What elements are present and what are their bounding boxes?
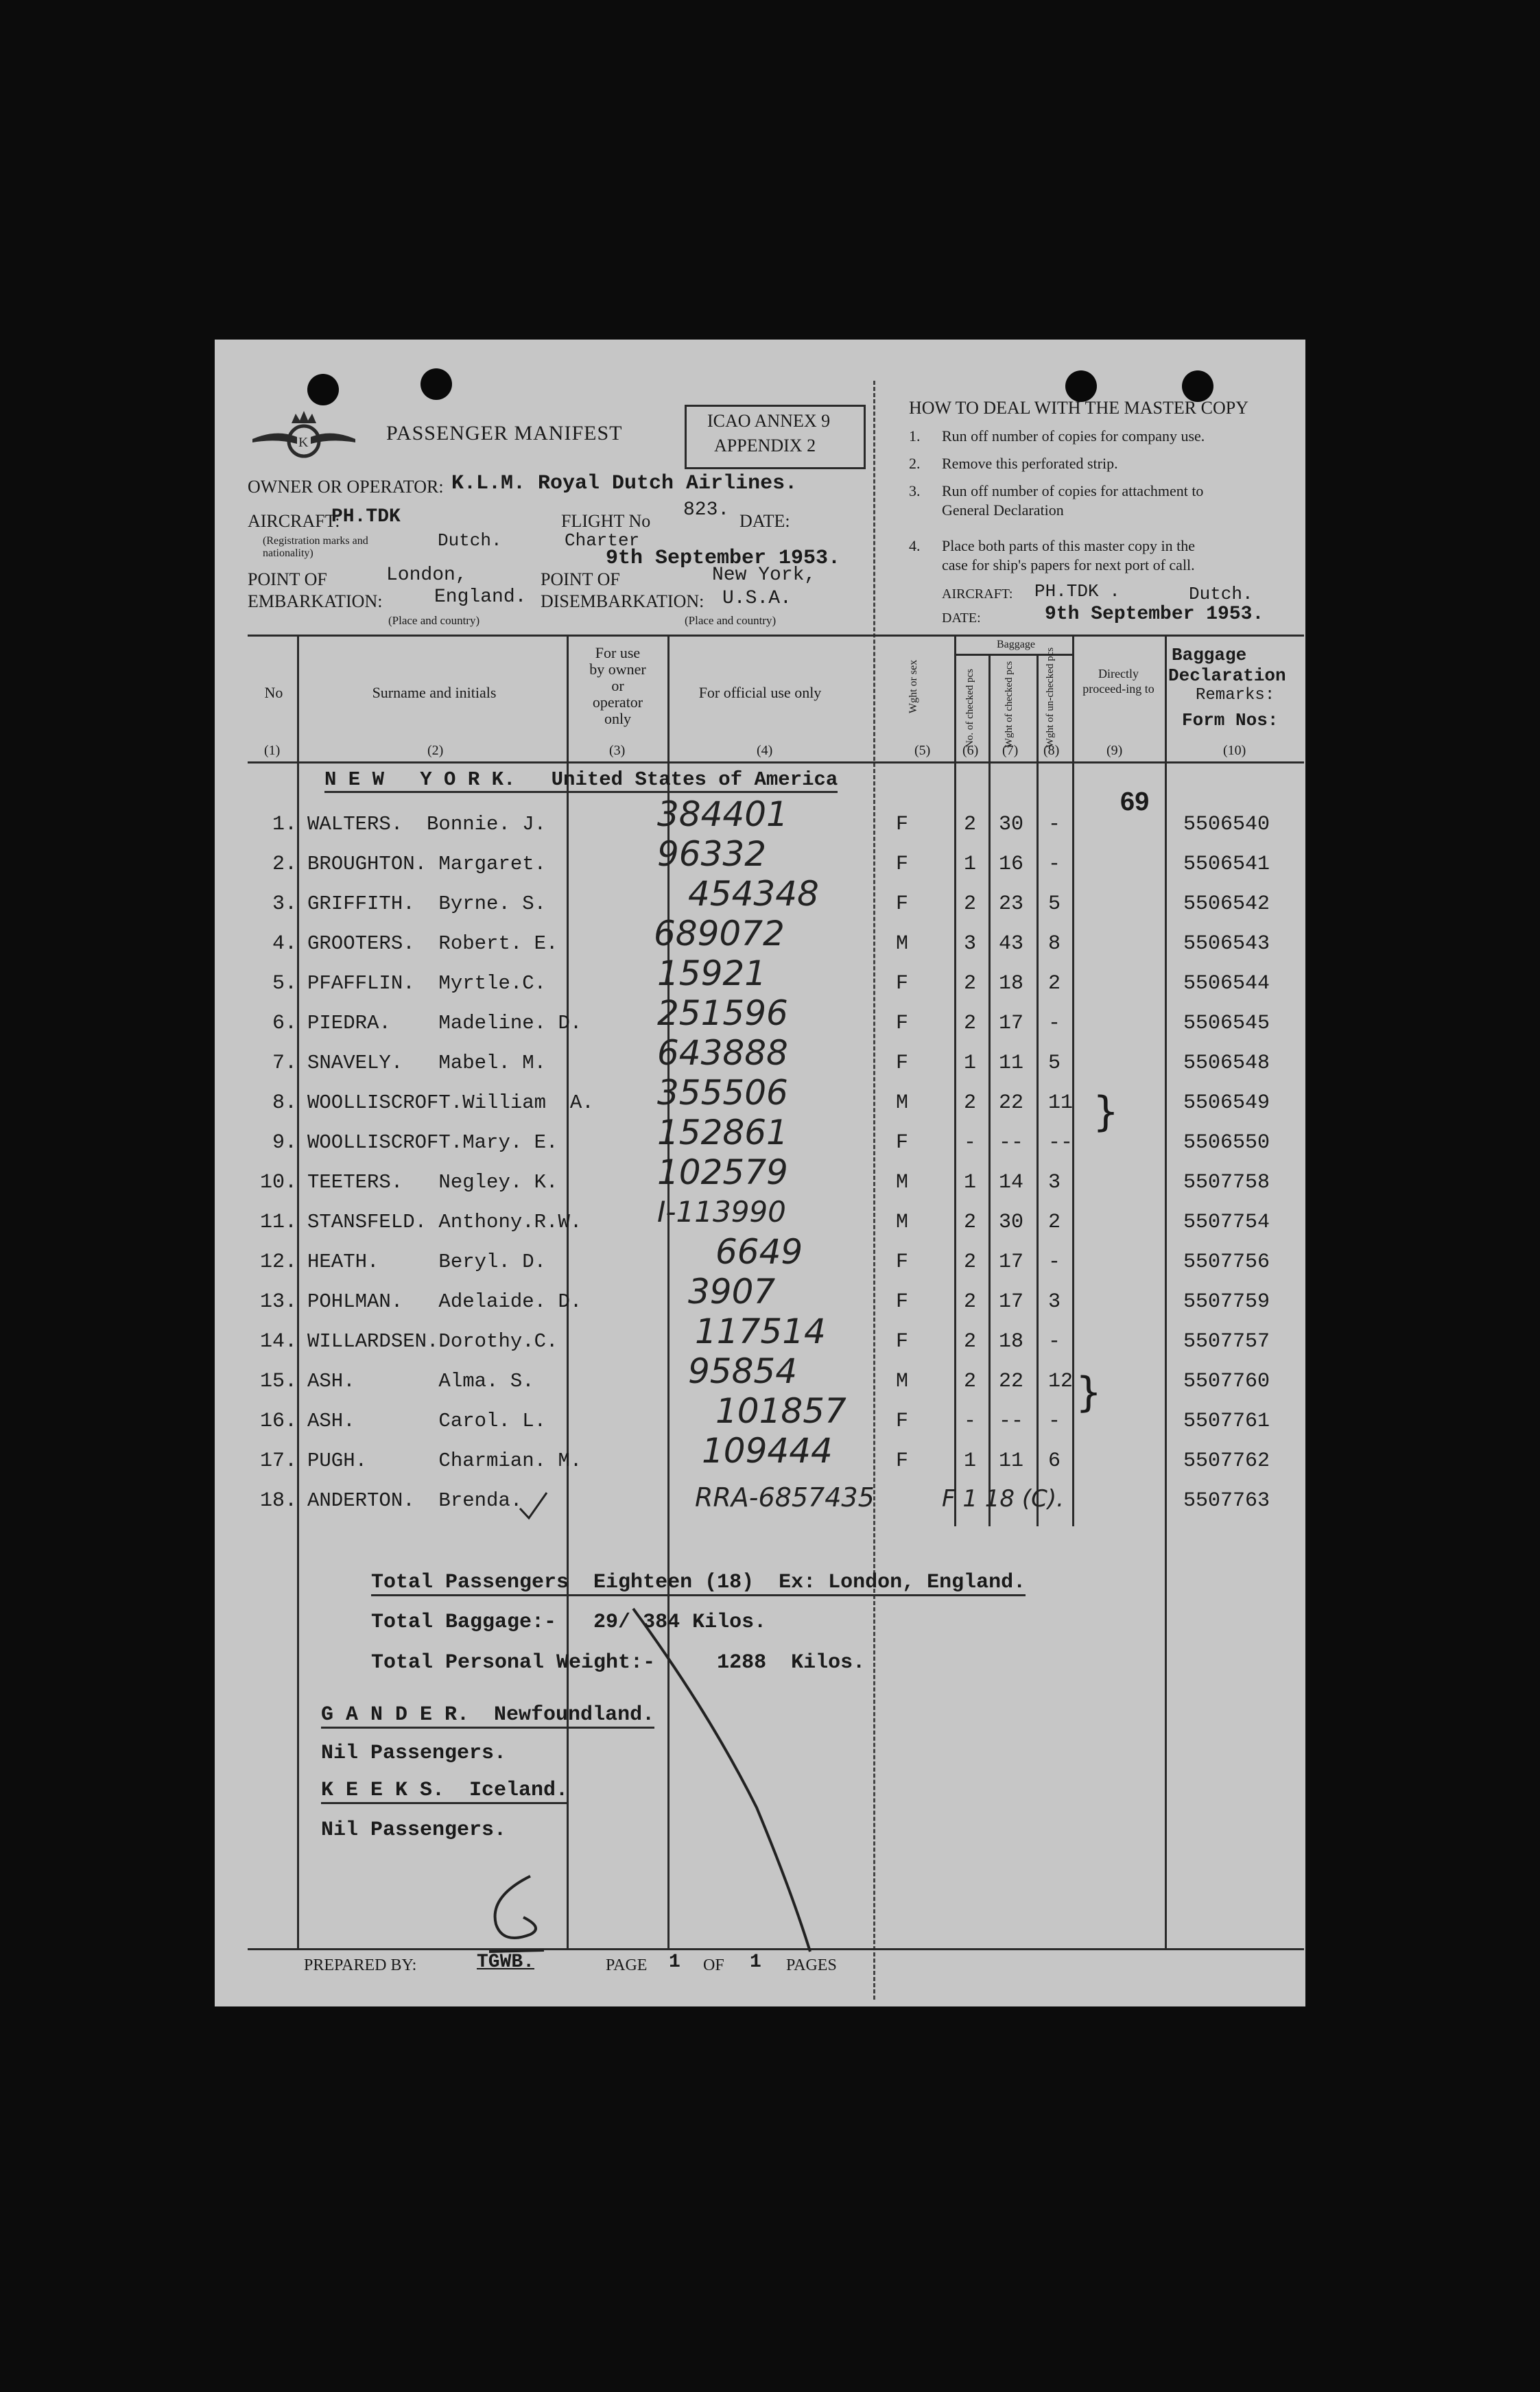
instructions-title: HOW TO DEAL WITH THE MASTER COPY (909, 398, 1248, 418)
row-sex: F (896, 1251, 909, 1274)
instruction-num: 1. (909, 427, 921, 445)
row-form: 5506549 (1183, 1091, 1270, 1115)
row-sex: F (896, 1131, 909, 1154)
disembark-label-2: DISEMBARKATION: (541, 591, 704, 611)
row-no: 7. (272, 1052, 297, 1075)
row-weight: 22 (999, 1370, 1024, 1393)
row-official: 102579 (657, 1152, 788, 1192)
row-pcs: 1 (964, 1449, 977, 1473)
col-remarks: Remarks: (1196, 686, 1275, 704)
row-official: 109444 (702, 1431, 833, 1471)
row-pcs: 2 (964, 1012, 977, 1035)
row-official: 384401 (657, 794, 788, 834)
row-excess: - (1048, 1410, 1061, 1433)
row-sex: M (896, 1211, 909, 1234)
row-sex: M (896, 1171, 909, 1194)
row-weight: 17 (999, 1251, 1024, 1274)
instr-date-value: 9th September 1953. (1045, 604, 1264, 625)
row-name: POHLMAN. Adelaide. D. (307, 1290, 582, 1313)
row-no: 14. (259, 1330, 297, 1353)
row-no: 16. (259, 1410, 297, 1433)
row-form: 5507761 (1183, 1410, 1270, 1433)
row-no: 12. (259, 1251, 297, 1274)
row-no: 17. (259, 1449, 297, 1473)
row-name: PFAFFLIN. Myrtle.C. (307, 972, 547, 995)
row-official: 152861 (657, 1113, 788, 1152)
row-no: 6. (272, 1012, 297, 1035)
row-form: 5506545 (1183, 1012, 1270, 1035)
date-label: DATE: (739, 511, 790, 531)
page-num: 1 (669, 1952, 680, 1973)
table-top-rule (248, 635, 1304, 637)
row-pcs: - (964, 1131, 977, 1154)
row-weight: 17 (999, 1012, 1024, 1035)
instr-aircraft-value: PH.TDK . (1034, 581, 1120, 602)
signature-scribble (475, 1869, 551, 1965)
instruction-text: Run off number of copies for attachment to (942, 482, 1204, 499)
row-no: 8. (272, 1091, 297, 1115)
of-num: 1 (750, 1952, 761, 1973)
instruction-text: Remove this perforated strip. (942, 455, 1118, 472)
row-excess: 3 (1048, 1290, 1061, 1314)
row-excess: 8 (1048, 932, 1061, 956)
place-note: (Place and country) (388, 614, 480, 627)
embark-value-1: London, (386, 565, 467, 586)
row-weight: 22 (999, 1091, 1024, 1115)
row-no: 9. (272, 1131, 297, 1154)
col-pieces: No. of checked pcs (964, 669, 975, 748)
prepared-by-value: TGWB. (477, 1952, 535, 1973)
row-pcs: 1 (964, 1052, 977, 1075)
row-pcs: - (964, 1410, 977, 1433)
col-name: Surname and initials (372, 684, 497, 701)
row-name: WOOLLISCROFT.Mary. E. (307, 1131, 558, 1154)
col-bag-decl-2: Declaration (1168, 665, 1286, 686)
instruction-text: Run off number of copies for company use. (942, 427, 1205, 445)
flight-value: 823. (683, 499, 730, 521)
row-sex: M (896, 1370, 909, 1393)
row-pcs: 2 (964, 1290, 977, 1314)
keeks-nil: Nil Passengers. (321, 1819, 507, 1842)
row-sex: F (896, 1052, 909, 1075)
row-form: 5507763 (1183, 1489, 1270, 1513)
klm-crown-logo (249, 408, 359, 463)
row-name: ANDERTON. Brenda. (307, 1489, 523, 1512)
gander-nil: Nil Passengers. (321, 1742, 507, 1765)
row-sex: F (896, 1410, 909, 1433)
row-pcs: 1 (964, 853, 977, 876)
row-official: 95854 (688, 1351, 798, 1391)
row-name: TEETERS. Negley. K. (307, 1171, 558, 1194)
row-18-extra: F 1 18 (C). (942, 1485, 1064, 1513)
section-new-york: N E W Y O R K. United States of America (324, 768, 838, 793)
col-owner-use-2: by owner (589, 661, 646, 678)
row-weight: 30 (999, 813, 1024, 836)
total-passengers: Total Passengers Eighteen (18) Ex: London, England. (371, 1571, 1026, 1596)
row-weight: 11 (999, 1052, 1024, 1075)
row-official: 251596 (657, 993, 788, 1033)
row-no: 11. (259, 1211, 297, 1234)
disembark-value-1: New York, (712, 565, 816, 586)
aircraft-value: PH.TDK (331, 506, 401, 528)
row-pcs: 2 (964, 972, 977, 995)
row-official: 6649 (715, 1232, 803, 1272)
col-sex: Wght or sex (908, 659, 919, 713)
col-index: (10) (1223, 743, 1246, 758)
col-index: (3) (609, 743, 626, 758)
col-owner-use-4: operator (592, 694, 643, 711)
owner-label: OWNER OR OPERATOR: (248, 477, 444, 497)
col-index: (8) (1043, 743, 1060, 758)
row-no: 3. (272, 892, 297, 916)
row-official: I-113990 (657, 1195, 786, 1229)
row-name: WILLARDSEN.Dorothy.C. (307, 1330, 558, 1353)
row-weight: 30 (999, 1211, 1024, 1234)
row-pcs: 2 (964, 1091, 977, 1115)
instruction-num: 2. (909, 455, 921, 472)
annex-box (685, 405, 866, 469)
row-official: 15921 (657, 954, 767, 993)
row-sex: F (896, 972, 909, 995)
instruction-num: 4. (909, 537, 921, 554)
instr-date-label: DATE: (942, 611, 981, 626)
row-no: 1. (272, 813, 297, 836)
row-name: ASH. Alma. S. (307, 1370, 534, 1393)
instr-aircraft-nat: Dutch. (1189, 584, 1253, 604)
row-official: 643888 (657, 1033, 788, 1073)
gander-title: G A N D E R. Newfoundland. (321, 1703, 654, 1729)
total-personal-weight: Total Personal Weight:- 1288 Kilos. (371, 1651, 866, 1674)
col-index: (9) (1106, 743, 1123, 758)
row-excess: 2 (1048, 1211, 1061, 1234)
row-sex: F (896, 1449, 909, 1473)
charter-value: Charter (565, 530, 640, 551)
row-name: PIEDRA. Madeline. D. (307, 1012, 582, 1034)
col-owner-use-5: only (604, 710, 632, 727)
col-bag-decl-1: Baggage (1172, 645, 1247, 665)
manifest-title: PASSENGER MANIFEST (386, 422, 623, 445)
row-official: RRA-6857435 (695, 1482, 875, 1513)
punch-hole (307, 374, 339, 405)
col-owner-use-3: or (611, 677, 624, 694)
owner-value: K.L.M. Royal Dutch Airlines. (451, 472, 798, 495)
row-no: 10. (259, 1171, 297, 1194)
row-no: 18. (259, 1489, 297, 1513)
row-sex: F (896, 1330, 909, 1353)
strike-line (626, 1602, 818, 1958)
row-form: 5506540 (1183, 813, 1270, 836)
row-no: 5. (272, 972, 297, 995)
date-value: 9th September 1953. (606, 547, 841, 570)
row-weight: 14 (999, 1171, 1024, 1194)
row-form: 5507760 (1183, 1370, 1270, 1393)
col-index: (6) (962, 743, 979, 758)
row-name: ASH. Carol. L. (307, 1410, 547, 1432)
row-excess: 12 (1048, 1370, 1074, 1393)
row-sex: M (896, 932, 909, 956)
col-official: For official use only (698, 684, 822, 701)
row-official: 3907 (688, 1272, 776, 1312)
row-pcs: 2 (964, 813, 977, 836)
annex-line-1: ICAO ANNEX 9 (707, 411, 831, 431)
col-no: No (264, 684, 283, 701)
row-excess: - (1048, 1251, 1061, 1274)
table-row (215, 1482, 1305, 1529)
col-index: (5) (914, 743, 931, 758)
place-note-2: (Place and country) (685, 614, 777, 627)
row-form: 5506542 (1183, 892, 1270, 916)
col-excess: Wght of un-checked pcs (1045, 647, 1056, 748)
row-weight: 17 (999, 1290, 1024, 1314)
table-header-rule (248, 761, 1304, 763)
row-form: 5506550 (1183, 1131, 1270, 1154)
embark-label-1: POINT OF (248, 569, 327, 589)
embark-label-2: EMBARKATION: (248, 591, 383, 611)
row-pcs: 2 (964, 1330, 977, 1353)
row-sex: F (896, 853, 909, 876)
row-sex: F (896, 1012, 909, 1035)
col-index: (7) (1002, 743, 1019, 758)
col-index: (1) (264, 743, 281, 758)
row-sex: F (896, 892, 909, 916)
row-official: 101857 (715, 1391, 846, 1431)
row-excess: 3 (1048, 1171, 1061, 1194)
annex-line-2: APPENDIX 2 (714, 436, 816, 455)
col-directly: Directly proceed-ing to (1082, 667, 1154, 696)
row-weight: 16 (999, 853, 1024, 876)
row-name: SNAVELY. Mabel. M. (307, 1052, 547, 1074)
row-excess: 11 (1048, 1091, 1074, 1115)
col-weight: Wght of checked pcs (1004, 661, 1015, 748)
bracket-mark: } (1093, 1088, 1120, 1136)
row-name: HEATH. Beryl. D. (307, 1251, 547, 1273)
disembark-value-2: U.S.A. (722, 588, 792, 609)
row-form: 5507757 (1183, 1330, 1270, 1353)
row-weight: -- (999, 1410, 1024, 1433)
row-pcs: 2 (964, 892, 977, 916)
row-form: 5507758 (1183, 1171, 1270, 1194)
row-weight: 43 (999, 932, 1024, 956)
prepared-by-label: PREPARED BY: (304, 1956, 417, 1974)
col-index: (2) (427, 743, 444, 758)
col-owner-use-1: For use (595, 644, 641, 661)
instruction-text: case for ship's papers for next port of call. (942, 556, 1195, 573)
nationality-value: Dutch. (438, 530, 502, 551)
row-form: 5506543 (1183, 932, 1270, 956)
row-form: 5506548 (1183, 1052, 1270, 1075)
row-name: BROUGHTON. Margaret. (307, 853, 547, 875)
row-excess: -- (1048, 1131, 1074, 1154)
row-excess: - (1048, 853, 1061, 876)
col-index: (4) (757, 743, 773, 758)
flight-label: FLIGHT No (561, 511, 651, 531)
row-official: 96332 (657, 834, 767, 874)
row-pcs: 2 (964, 1211, 977, 1234)
row-excess: - (1048, 813, 1061, 836)
row-no: 4. (272, 932, 297, 956)
row-weight: 18 (999, 972, 1024, 995)
row-excess: - (1048, 1012, 1061, 1035)
row-pcs: 1 (964, 1171, 977, 1194)
manifest-document (215, 340, 1305, 2006)
row-no: 2. (272, 853, 297, 876)
row-excess: 6 (1048, 1449, 1061, 1473)
instruction-num: 3. (909, 482, 921, 499)
row-excess: - (1048, 1330, 1061, 1353)
total-baggage: Total Baggage:- 29/ 384 Kilos. (371, 1611, 767, 1634)
row-weight: 18 (999, 1330, 1024, 1353)
row-name: GROOTERS. Robert. E. (307, 932, 558, 955)
row-excess: 2 (1048, 972, 1061, 995)
row-form: 5507762 (1183, 1449, 1270, 1473)
of-label: OF (703, 1956, 724, 1974)
row-weight: 11 (999, 1449, 1024, 1473)
instruction-text: Place both parts of this master copy in the (942, 537, 1196, 554)
row-form: 5507754 (1183, 1211, 1270, 1234)
row-pcs: 2 (964, 1370, 977, 1393)
row-sex: F (896, 813, 909, 836)
row-pcs: 2 (964, 1251, 977, 1274)
row-name: WOOLLISCROFT.William A. (307, 1091, 594, 1114)
instr-aircraft-label: AIRCRAFT: (942, 587, 1013, 602)
row-official: 689072 (654, 914, 785, 954)
col-baggage: Baggage (997, 639, 1035, 650)
row-weight: 23 (999, 892, 1024, 916)
col-form-nos: Form Nos: (1182, 710, 1279, 731)
registration-note: (Registration marks and nationality) (263, 535, 368, 559)
row-official: 355506 (657, 1073, 788, 1113)
row-form: 5507756 (1183, 1251, 1270, 1274)
embark-value-2: England. (434, 587, 527, 608)
row-name: PUGH. Charmian. M. (307, 1449, 582, 1472)
row-official: 454348 (688, 874, 819, 914)
row-weight: -- (999, 1131, 1024, 1154)
row-excess: 5 (1048, 892, 1061, 916)
keeks-title: K E E K S. Iceland. (321, 1779, 568, 1804)
row-form: 5506541 (1183, 853, 1270, 876)
row-name: GRIFFITH. Byrne. S. (307, 892, 547, 915)
svg-text:K: K (298, 435, 309, 450)
row-form: 5506544 (1183, 972, 1270, 995)
disembark-label-1: POINT OF (541, 569, 620, 589)
page-label: PAGE (606, 1956, 648, 1974)
row-name: STANSFELD. Anthony.R.W. (307, 1211, 582, 1233)
row-no: 15. (259, 1370, 297, 1393)
stamp-69: 69 (1120, 788, 1150, 816)
row-pcs: 3 (964, 932, 977, 956)
row-name: WALTERS. Bonnie. J. (307, 813, 547, 836)
pages-label: PAGES (786, 1956, 837, 1974)
bracket-mark: } (1076, 1369, 1102, 1417)
instruction-text: General Declaration (942, 501, 1064, 519)
checkmark-icon (517, 1489, 551, 1524)
row-sex: F (896, 1290, 909, 1314)
aircraft-label: AIRCRAFT: (248, 511, 340, 531)
row-official: 117514 (695, 1312, 826, 1351)
row-form: 5507759 (1183, 1290, 1270, 1314)
row-sex: M (896, 1091, 909, 1115)
row-excess: 5 (1048, 1052, 1061, 1075)
punch-hole (420, 368, 452, 400)
row-no: 13. (259, 1290, 297, 1314)
